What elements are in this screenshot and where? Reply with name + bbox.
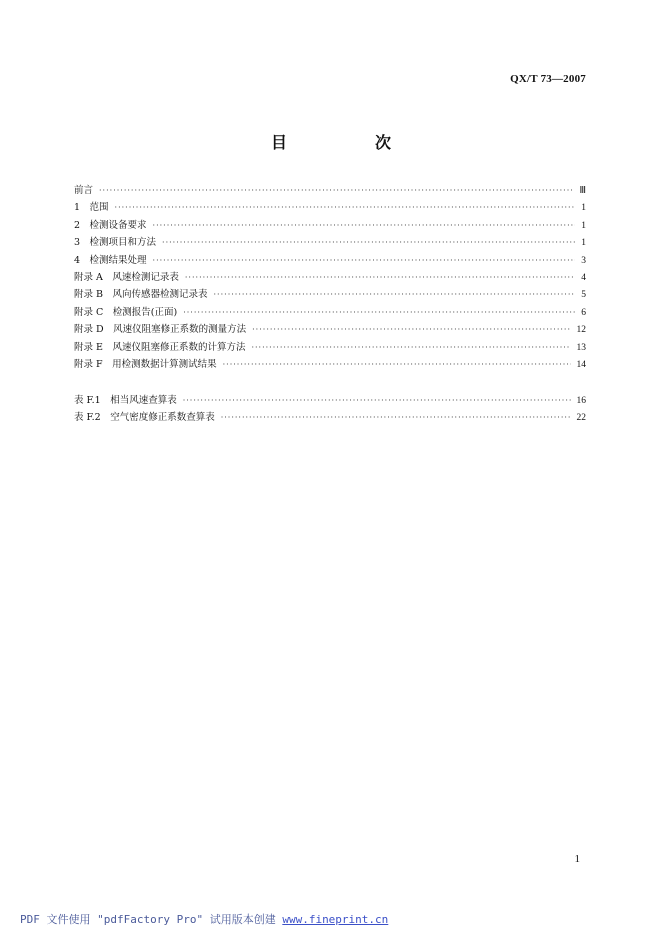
toc-entry-label: 附录 C 检测报告(正面) bbox=[74, 306, 178, 318]
toc-entry[interactable] bbox=[74, 199, 586, 216]
toc-title: 目 次 bbox=[270, 133, 427, 152]
toc-entry[interactable] bbox=[74, 217, 586, 234]
toc-entry-page: 5 bbox=[581, 290, 586, 301]
toc-entry-label: 4 检测结果处理 bbox=[74, 254, 147, 266]
toc-entry-page: 14 bbox=[576, 359, 586, 370]
toc-entry-label: 附录 A 风速检测记录表 bbox=[74, 271, 179, 283]
leader-dots bbox=[183, 309, 575, 317]
leader-dots bbox=[221, 414, 571, 422]
leader-dots bbox=[223, 361, 571, 369]
toc-entry[interactable] bbox=[74, 286, 586, 303]
toc-entry-label: 表 F.1 相当风速查算表 bbox=[74, 395, 177, 406]
toc-entry-page: 12 bbox=[576, 325, 586, 336]
toc-entry-page: 1 bbox=[581, 238, 586, 249]
pdf-footer bbox=[20, 911, 388, 927]
toc-entry-page: 4 bbox=[581, 272, 586, 283]
toc-entry-page: 3 bbox=[581, 255, 586, 266]
leader-dots bbox=[153, 257, 576, 265]
standard-code: QX/T 73—2007 bbox=[510, 73, 586, 85]
leader-dots bbox=[153, 222, 576, 230]
leader-dots bbox=[185, 274, 575, 282]
toc-entry-page: 1 bbox=[581, 220, 586, 231]
toc-entry[interactable] bbox=[74, 234, 586, 251]
toc-entry[interactable] bbox=[74, 409, 586, 426]
toc-entry-page: 13 bbox=[576, 342, 586, 353]
leader-dots bbox=[183, 397, 571, 405]
footer-text: PDF 文件使用 "pdfFactory Pro" 试用版本创建 bbox=[20, 913, 276, 926]
toc-entry-label: 3 检测项目和方法 bbox=[74, 237, 157, 249]
leader-dots bbox=[251, 344, 570, 352]
footer-link[interactable]: www.fineprint.cn bbox=[282, 913, 389, 926]
leader-dots bbox=[162, 239, 575, 247]
toc-entry-page: 6 bbox=[581, 307, 586, 318]
toc-entry-label: 表 F.2 空气密度修正系数查算表 bbox=[74, 412, 215, 424]
toc-entry-label: 2 检测设备要求 bbox=[74, 219, 147, 231]
leader-dots bbox=[99, 187, 573, 195]
toc-entry[interactable] bbox=[74, 321, 586, 338]
toc-entry[interactable] bbox=[74, 339, 586, 356]
toc-entry[interactable] bbox=[74, 252, 586, 269]
toc-entry[interactable] bbox=[74, 304, 586, 321]
toc-entry-page: 22 bbox=[576, 413, 586, 424]
table-list bbox=[74, 392, 586, 427]
toc-entry[interactable] bbox=[74, 356, 586, 373]
leader-dots bbox=[115, 204, 576, 212]
toc-entry[interactable] bbox=[74, 182, 586, 199]
toc-entry-label: 附录 D 风速仪阻塞修正系数的测量方法 bbox=[74, 324, 247, 336]
toc-entry-label: 附录 B 风向传感器检测记录表 bbox=[74, 289, 208, 301]
toc-entry-page: Ⅲ bbox=[579, 186, 586, 196]
toc-entry-label: 附录 F 用检测数据计算测试结果 bbox=[74, 358, 217, 370]
table-of-contents bbox=[74, 182, 586, 373]
page-number: 1 bbox=[574, 853, 580, 865]
leader-dots bbox=[214, 291, 576, 299]
toc-entry[interactable] bbox=[74, 269, 586, 286]
toc-entry-label: 附录 E 风速仪阻塞修正系数的计算方法 bbox=[74, 341, 246, 353]
toc-entry-page: 16 bbox=[576, 396, 586, 406]
toc-entry-page: 1 bbox=[581, 203, 586, 214]
toc-entry-label: 1 范围 bbox=[74, 202, 109, 214]
leader-dots bbox=[252, 326, 570, 334]
toc-entry[interactable] bbox=[74, 392, 586, 409]
toc-entry-label: 前言 bbox=[74, 185, 94, 196]
